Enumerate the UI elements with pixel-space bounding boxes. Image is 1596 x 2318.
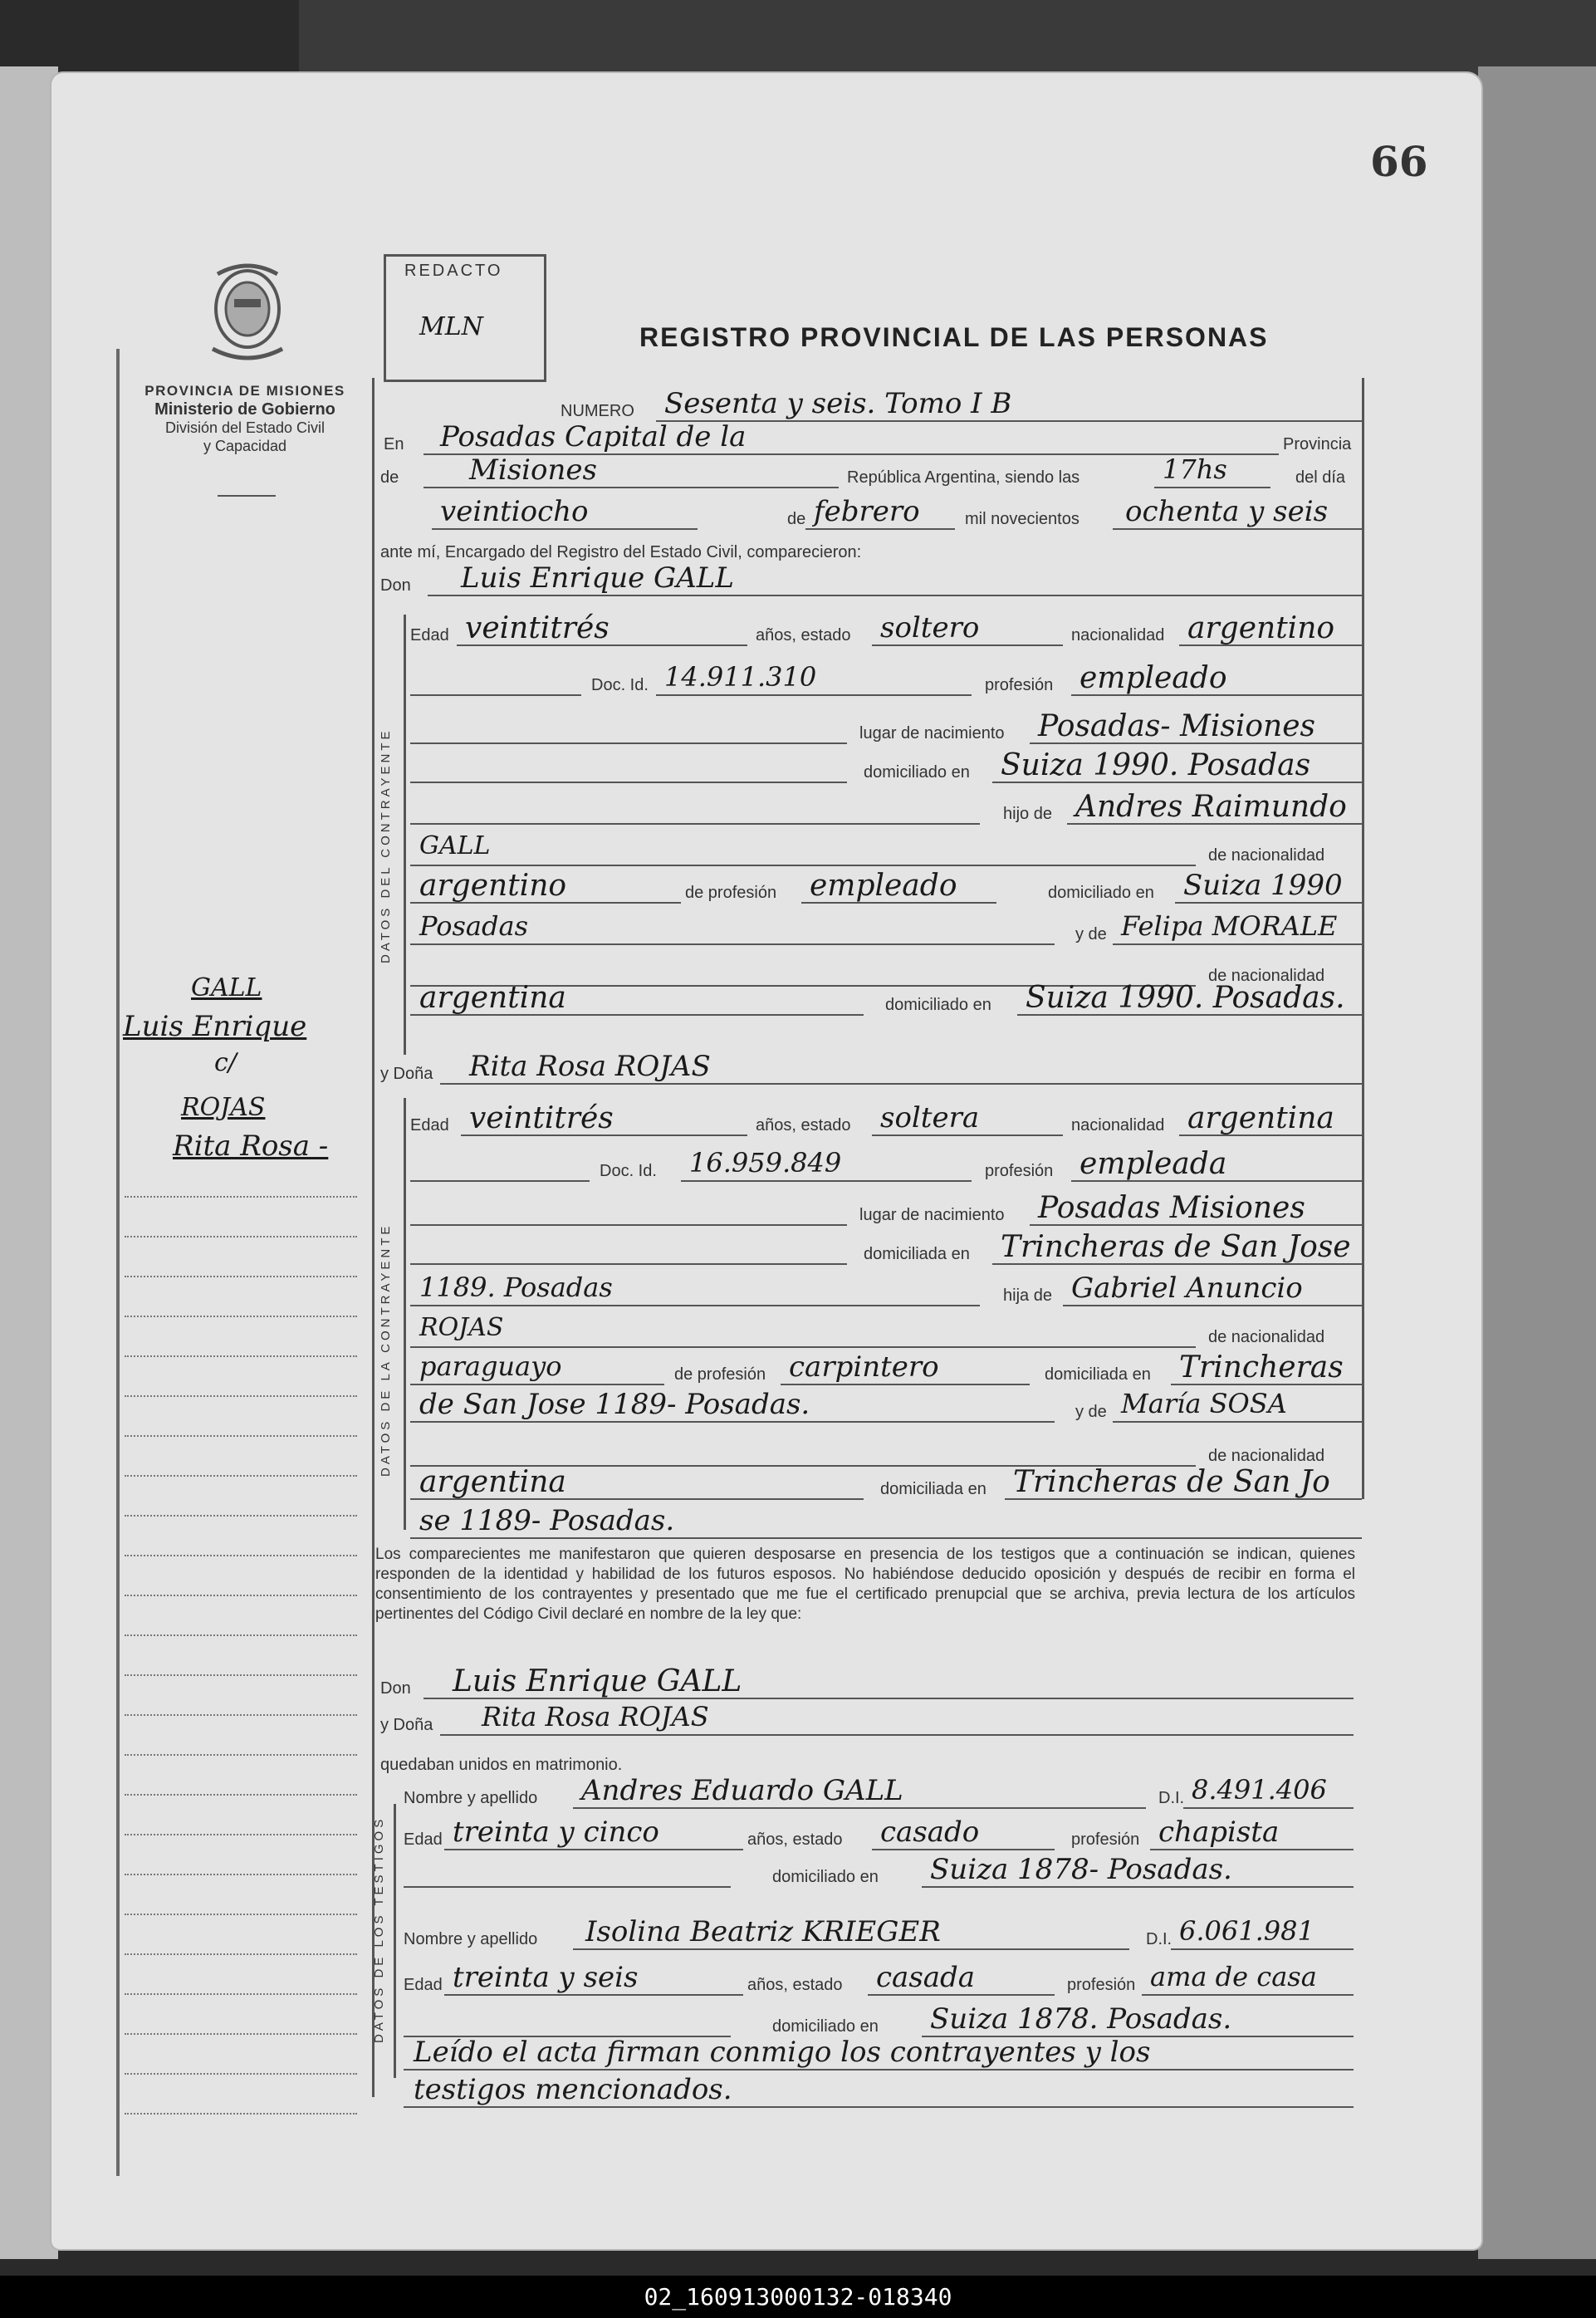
- field-label-profesion: profesión: [1071, 1830, 1140, 1849]
- handwritten-g-padre2: GALL: [419, 831, 491, 860]
- handwritten-t2-edad: treinta y seis: [453, 1961, 639, 1994]
- field-label-nombre-apellido: Nombre y apellido: [404, 1789, 538, 1807]
- page-title: REGISTRO PROVINCIAL DE LAS PERSONAS: [639, 322, 1269, 352]
- field-label-lugar: lugar de nacimiento: [859, 1206, 1005, 1224]
- form-rule: [781, 1384, 1030, 1385]
- handwritten-g-padre-dom2: Posadas: [419, 910, 528, 942]
- form-rule: [440, 1734, 1354, 1736]
- form-rule: [922, 1886, 1354, 1888]
- handwritten-t1-di: 8.491.406: [1192, 1774, 1327, 1806]
- handwritten-b-madre-dom: Trincheras de San Jo: [1013, 1465, 1330, 1499]
- field-label-di: D.I.: [1146, 1930, 1173, 1948]
- handwritten-t2-prof: ama de casa: [1150, 1961, 1317, 1992]
- form-rule: [1175, 902, 1362, 904]
- issuer-block: [116, 382, 374, 455]
- form-rule: [461, 1134, 747, 1136]
- page-number: 66: [1370, 137, 1428, 186]
- field-label-de2: de: [787, 510, 806, 528]
- margin-ruled-line: [125, 1595, 357, 1596]
- previous-page-edge: [0, 66, 58, 2259]
- handwritten-g-nac: argentino: [1187, 611, 1335, 645]
- form-rule: [992, 1263, 1362, 1265]
- margin-ruled-line: [125, 1674, 357, 1676]
- field-label-provincia: Provincia: [1283, 435, 1352, 453]
- handwritten-g-edad: veintitrés: [465, 611, 610, 645]
- field-label-don: Don: [380, 576, 411, 595]
- field-label-anos-estado: años, estado: [747, 1830, 843, 1849]
- handwritten-t1-prof: chapista: [1158, 1816, 1280, 1849]
- handwritten-b-madre-nac: argentina: [419, 1465, 566, 1499]
- handwritten-b-nac: argentina: [1187, 1101, 1334, 1135]
- field-label-quedaban: quedaban unidos en matrimonio.: [380, 1756, 623, 1774]
- field-label-de-nacionalidad: de nacionalidad: [1208, 1447, 1325, 1465]
- image-id-footer: 02_160913000132-018340: [0, 2276, 1596, 2318]
- field-label-de-nacionalidad: de nacionalidad: [1208, 1328, 1325, 1346]
- margin-ruled-line: [125, 1794, 357, 1796]
- handwritten-decl-dona: Rita Rosa ROJAS: [482, 1701, 709, 1732]
- handwritten-b-dom: Trincheras de San Jose: [1001, 1230, 1351, 1264]
- form-rule: [404, 2069, 1354, 2071]
- field-label-del-dia: del día: [1295, 468, 1346, 487]
- handwritten-t1-dom: Suiza 1878- Posadas.: [930, 1853, 1232, 1886]
- form-rule: [1183, 1807, 1354, 1809]
- handwritten-b-padre2: ROJAS: [419, 1313, 504, 1342]
- form-rule: [868, 1994, 1055, 1996]
- handwritten-t1-edad: treinta y cinco: [453, 1816, 659, 1849]
- handwritten-b-padre-dom2: de San Jose 1189- Posadas.: [419, 1388, 810, 1421]
- field-label-domiciliado-en: domiciliado en: [864, 763, 970, 782]
- field-label-domiciliado-en: domiciliado en: [772, 2017, 879, 2036]
- form-rule: [872, 1134, 1063, 1136]
- form-rule: [410, 1224, 847, 1226]
- field-label-de-nacionalidad: de nacionalidad: [1208, 967, 1325, 985]
- field-label-y-de: y de: [1075, 1403, 1107, 1421]
- margin-ruled-line: [125, 2073, 357, 2075]
- field-label-edad: Edad: [410, 1116, 449, 1134]
- form-rule: [1171, 1948, 1354, 1950]
- handwritten-numero: Sesenta y seis. Tomo I B: [664, 387, 1012, 420]
- division-name-2: y Capacidad: [203, 438, 287, 454]
- province-name: PROVINCIA DE MISIONES: [144, 383, 345, 399]
- field-label-domiciliado-en: domiciliado en: [885, 996, 991, 1014]
- handwritten-mes: febrero: [814, 495, 920, 528]
- field-label-lugar: lugar de nacimiento: [859, 724, 1005, 742]
- form-rule: [423, 1698, 1354, 1699]
- form-rule: [404, 2106, 1354, 2108]
- form-rule: [1017, 1014, 1362, 1016]
- handwritten-b-dom2: 1189. Posadas: [419, 1272, 613, 1303]
- divider: [218, 495, 276, 497]
- form-rule: [440, 1083, 1362, 1085]
- field-label-ante: ante mí, Encargado del Registro del Estado Civil, comparecieron:: [380, 543, 862, 561]
- margin-name-1: Luis Enrique: [123, 1010, 307, 1043]
- field-label-en: En: [384, 435, 404, 453]
- field-label-anos-estado: años, estado: [747, 1976, 843, 1994]
- margin-rule: [116, 349, 120, 2176]
- handwritten-t2-nombre: Isolina Beatriz KRIEGER: [585, 1915, 941, 1948]
- form-rule: [410, 742, 847, 744]
- handwritten-t1-nombre: Andres Eduardo GALL: [581, 1774, 903, 1807]
- form-rule: [1179, 1134, 1362, 1136]
- handwritten-closing2: testigos mencionados.: [414, 2073, 732, 2106]
- field-label-de-nacionalidad: de nacionalidad: [1208, 846, 1325, 865]
- handwritten-t1-estado: casado: [880, 1816, 980, 1849]
- handwritten-hora: 17hs: [1163, 453, 1227, 485]
- form-rule: [410, 823, 980, 825]
- margin-ruled-line: [125, 1953, 357, 1955]
- handwritten-b-doc: 16.959.849: [689, 1147, 842, 1179]
- handwritten-g-padre-dom: Suiza 1990: [1183, 869, 1343, 902]
- form-rule: [423, 487, 839, 488]
- form-rule: [992, 782, 1362, 783]
- form-rule: [1030, 742, 1362, 744]
- form-rule: [1142, 1994, 1354, 1996]
- form-rule: [410, 1498, 864, 1500]
- field-label-de: de: [380, 468, 399, 487]
- field-label-domiciliado-en: domiciliado en: [772, 1868, 879, 1886]
- margin-ruled-line: [125, 2113, 357, 2115]
- margin-surname-1: GALL: [191, 973, 262, 1002]
- margin-ruled-line: [125, 1993, 357, 1995]
- margin-ruled-line: [125, 1834, 357, 1835]
- form-rule: [1113, 943, 1362, 945]
- handwritten-b-padre-prof: carpintero: [789, 1350, 939, 1384]
- form-rule: [1063, 1305, 1362, 1306]
- redacto-initials: MLN: [419, 312, 483, 341]
- form-rule: [410, 782, 847, 783]
- handwritten-closing1: Leído el acta firman conmigo los contrayentes y los: [414, 2036, 1151, 2069]
- form-rule: [432, 528, 698, 530]
- ministry-name: Ministerio de Gobierno: [154, 400, 335, 419]
- side-label-witnesses: DATOS DE LOS TESTIGOS: [372, 1816, 386, 2043]
- handwritten-b-lugar: Posadas Misiones: [1038, 1191, 1305, 1225]
- handwritten-g-padre-prof: empleado: [810, 869, 957, 903]
- field-label-nombre-apellido: Nombre y apellido: [404, 1930, 538, 1948]
- margin-ruled-line: [125, 1515, 357, 1517]
- handwritten-t2-di: 6.061.981: [1179, 1915, 1314, 1947]
- form-rule: [1179, 644, 1362, 646]
- handwritten-b-madre: María SOSA: [1121, 1388, 1287, 1419]
- field-label-republica: República Argentina, siendo las: [847, 468, 1080, 487]
- field-label-domiciliada: domiciliada en: [864, 1245, 970, 1263]
- form-rule: [428, 595, 1362, 596]
- form-rule: [410, 1180, 590, 1182]
- field-label-domiciliado-en: domiciliado en: [1048, 884, 1154, 902]
- field-label-domiciliada: domiciliada en: [880, 1480, 986, 1498]
- handwritten-anio: ochenta y seis: [1125, 495, 1329, 528]
- handwritten-g-prof: empleado: [1080, 661, 1227, 695]
- form-rule: [1071, 1180, 1362, 1182]
- handwritten-g-madre-dom: Suiza 1990. Posadas.: [1026, 981, 1345, 1015]
- field-label-domiciliada: domiciliada en: [1045, 1365, 1151, 1384]
- handwritten-en: Posadas Capital de la: [440, 420, 747, 453]
- side-label-groom: DATOS DEL CONTRAYENTE: [379, 728, 393, 963]
- form-rule: [410, 1263, 847, 1265]
- margin-ruled-line: [125, 1236, 357, 1237]
- field-label-de-profesion: de profesión: [685, 884, 777, 902]
- field-label-mil: mil novecientos: [965, 510, 1080, 528]
- field-label-profesion: profesión: [985, 1162, 1054, 1180]
- field-label-edad: Edad: [404, 1976, 443, 1994]
- form-rule: [410, 943, 1055, 945]
- handwritten-g-madre: Felipa MORALE: [1121, 910, 1338, 942]
- margin-surname-2: ROJAS: [181, 1093, 266, 1122]
- margin-ruled-line: [125, 1435, 357, 1437]
- handwritten-b-padre-dom: Trincheras: [1179, 1350, 1344, 1384]
- form-rule: [410, 1537, 1362, 1539]
- handwritten-g-madre-nac: argentina: [419, 981, 566, 1015]
- handwritten-g-padre-nac: argentino: [419, 869, 567, 903]
- margin-ruled-line: [125, 1914, 357, 1915]
- handwritten-t2-dom: Suiza 1878. Posadas.: [930, 2002, 1232, 2036]
- field-label-anos-estado: años, estado: [756, 626, 851, 644]
- field-label-doc: Doc. Id.: [600, 1162, 657, 1180]
- form-rule: [656, 694, 972, 696]
- form-rule: [444, 1994, 743, 1996]
- margin-ruled-line: [125, 1475, 357, 1477]
- margin-connector: c/: [214, 1048, 237, 1077]
- division-name: División del Estado Civil: [164, 419, 326, 436]
- coat-of-arms-icon: [201, 257, 294, 367]
- field-label-dona: y Doña: [380, 1065, 433, 1083]
- form-rule: [805, 528, 955, 530]
- field-label-hijo-de: hijo de: [1003, 805, 1052, 823]
- form-rule: [1113, 1421, 1362, 1423]
- form-rule: [1005, 1498, 1362, 1500]
- margin-ruled-line: [125, 1355, 357, 1357]
- form-rule: [1067, 823, 1362, 825]
- form-rule: [801, 902, 996, 904]
- field-label-hija-de: hija de: [1003, 1286, 1052, 1305]
- field-label-numero: NUMERO: [561, 402, 634, 420]
- form-rule: [1171, 1384, 1362, 1385]
- form-rule: [1150, 1849, 1354, 1850]
- form-rule: [1030, 1224, 1362, 1226]
- field-label-don: Don: [380, 1679, 411, 1698]
- form-right-rule: [1362, 378, 1364, 1499]
- form-rule: [410, 1346, 1196, 1348]
- margin-ruled-line: [125, 1276, 357, 1277]
- handwritten-de: Misiones: [469, 453, 597, 487]
- form-rule: [410, 865, 1196, 866]
- margin-ruled-line: [125, 1634, 357, 1636]
- handwritten-b-prof: empleada: [1080, 1147, 1227, 1181]
- field-label-doc: Doc. Id.: [591, 676, 649, 694]
- field-label-profesion: profesión: [1067, 1976, 1136, 1994]
- form-rule: [410, 694, 581, 696]
- handwritten-b-padre-nac: paraguayo: [419, 1350, 562, 1382]
- form-rule: [457, 644, 747, 646]
- form-rule: [1154, 487, 1270, 488]
- field-label-edad: Edad: [404, 1830, 443, 1849]
- field-label-anos-estado: años, estado: [756, 1116, 851, 1134]
- form-rule: [404, 1886, 731, 1888]
- form-rule: [872, 644, 1063, 646]
- form-rule: [573, 1948, 1129, 1950]
- witness-rule: [394, 1804, 396, 2078]
- form-rule: [681, 1180, 972, 1182]
- groom-rule: [404, 615, 406, 1055]
- form-rule: [410, 902, 681, 904]
- margin-ruled-line: [125, 1714, 357, 1716]
- form-rule: [1071, 694, 1362, 696]
- form-rule: [444, 1849, 743, 1850]
- form-rule: [573, 1807, 1146, 1809]
- handwritten-b-madre-dom2: se 1189- Posadas.: [419, 1504, 675, 1537]
- handwritten-don: Luis Enrique GALL: [461, 561, 734, 595]
- form-rule: [410, 1014, 864, 1016]
- side-label-bride: DATOS DE LA CONTRAYENTE: [379, 1223, 393, 1477]
- handwritten-dia: veintiocho: [440, 495, 589, 528]
- handwritten-decl-don: Luis Enrique GALL: [453, 1664, 742, 1698]
- handwritten-b-edad: veintitrés: [469, 1101, 614, 1135]
- margin-ruled-line: [125, 2033, 357, 2035]
- handwritten-t2-estado: casada: [876, 1961, 976, 1994]
- bride-rule: [404, 1098, 406, 1530]
- field-label-nacionalidad: nacionalidad: [1071, 1116, 1165, 1134]
- margin-name-2: Rita Rosa -: [173, 1130, 329, 1163]
- margin-ruled-line: [125, 1316, 357, 1317]
- field-label-nacionalidad: nacionalidad: [1071, 626, 1165, 644]
- field-label-de-profesion: de profesión: [674, 1365, 766, 1384]
- form-rule: [872, 1849, 1055, 1850]
- handwritten-g-dom: Suiza 1990. Posadas: [1001, 748, 1311, 782]
- handwritten-b-estado: soltera: [880, 1101, 980, 1134]
- handwritten-g-lugar: Posadas- Misiones: [1038, 709, 1315, 743]
- form-rule: [1113, 528, 1362, 530]
- legal-paragraph: Los comparecientes me manifestaron que quieren desposarse en presencia de los testigos que a continuación se indican, quienes responden de la identidad y habilidad de los futuros esposos. No habiéndose deducido oposición y después de recibir en forma el consentimiento de los contrayentes y presentado que me fue el certificado prenupcial que se archiva, previa lectura de los artículos pertinentes del Código Civil declaré en nombre de la ley que:: [375, 1546, 1355, 1623]
- handwritten-b-padre: Gabriel Anuncio: [1071, 1272, 1303, 1305]
- field-label-di: D.I.: [1158, 1789, 1185, 1807]
- form-rule: [410, 1384, 664, 1385]
- margin-ruled-line: [125, 1555, 357, 1556]
- form-rule: [410, 1305, 980, 1306]
- handwritten-g-estado: soltero: [880, 611, 980, 644]
- margin-ruled-line: [125, 1754, 357, 1756]
- field-label-profesion: profesión: [985, 676, 1054, 694]
- handwritten-g-doc: 14.911.310: [664, 661, 817, 693]
- form-rule: [410, 1421, 1055, 1423]
- redacto-label: REDACTO: [404, 262, 503, 280]
- handwritten-dona: Rita Rosa ROJAS: [469, 1050, 711, 1083]
- margin-ruled-line: [125, 1874, 357, 1875]
- field-label-y-de: y de: [1075, 925, 1107, 943]
- field-label-dona: y Doña: [380, 1716, 433, 1734]
- margin-ruled-line: [125, 1395, 357, 1397]
- form-rule: [656, 420, 1362, 422]
- book-edge: [1478, 66, 1596, 2259]
- handwritten-g-padre: Andres Raimundo: [1075, 790, 1347, 824]
- field-label-edad: Edad: [410, 626, 449, 644]
- margin-ruled-line: [125, 1196, 357, 1198]
